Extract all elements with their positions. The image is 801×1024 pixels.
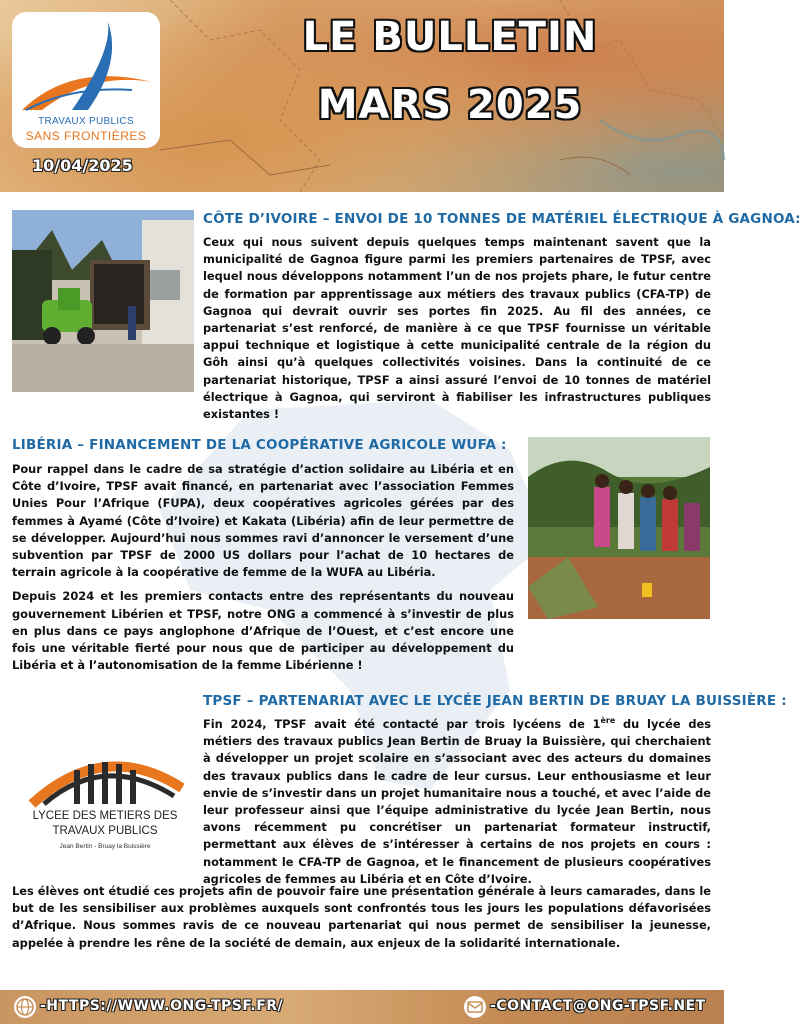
mail-icon bbox=[464, 996, 486, 1018]
lycee-logo-line2: TRAVAUX PUBLICS bbox=[52, 825, 158, 837]
paragraph: Les élèves ont étudié ces projets afin de pouvoir faire une présentation générale à leurs camarades, dans le but de les sensibiliser aux problèmes auxquels sont confrontés tous les jours les populations défavorisées d’Afrique. Nous sommes ravis de ce nouveau partenariat qui nous permet de sensibiliser la jeunesse, appelée à prendre les rêne de la société de demain, aux enjeux de la solidarité internationale. bbox=[12, 884, 711, 950]
section-title-gagnoa: CÔTE D’IVOIRE – ENVOI DE 10 TONNES DE MATÉRIEL ÉLECTRIQUE À GAGNOA: bbox=[203, 211, 801, 227]
section-title-lycee: TPSF – PARTENARIAT AVEC LE LYCÉE JEAN BERTIN DE BRUAY LA BUISSIÈRE : bbox=[203, 693, 787, 709]
section-title-liberia: LIBÉRIA – FINANCEMENT DE LA COOPÉRATIVE AGRICOLE WUFA : bbox=[12, 437, 507, 453]
bulletin-subtitle: MARS 2025 bbox=[317, 82, 583, 128]
paragraph: Pour rappel dans le cadre de sa stratégie d’action solidaire au Libéria et en Côte d’Ivoire, TPSF avait financé, en partenariat avec l’association Femmes Unies Pour l’Afrique (FUPA), deux coopératives agricoles gérées par des femmes à Ayamé (Côte d’Ivoire) et Kakata (Libéria) afin de leur permettre de se développer. Aujourd’hui nous sommes ravi d’annoncer le versement d’une subvention par TPSF de 2000 US dollars pour l’achat de 10 hectares de terrain agricole à la coopérative de femme de la WUFA au Libéria. bbox=[12, 462, 514, 580]
website-link[interactable]: -HTTPS://WWW.ONG-TPSF.FR/ bbox=[40, 998, 284, 1014]
paragraph: Depuis 2024 et les premiers contacts entre des représentants du nouveau gouvernement Libérien et TPSF, notre ONG a commencé à s’investir de plus en plus dans ce pays anglophone d’Afrique de l’Ouest, et c’est encore une fois une véritable fierté pour nous que de participer au développement du Libéria et à l’autonomisation de la femme Libérienne ! bbox=[12, 589, 514, 673]
section-body-lycee-b bbox=[12, 883, 711, 952]
lycee-logo bbox=[14, 744, 196, 864]
superscript: ère bbox=[600, 716, 616, 726]
header-banner bbox=[0, 0, 724, 192]
paragraph: Ceux qui nous suivent depuis quelques temps maintenant savent que la municipalité de Gagnoa figure parmi les premiers partenaires de TPSF, avec lequel nous développons notamment l’un de nos projets phare, le futur centre de formation par apprentissage aux métiers des travaux publics (CFA-TP) de Gagnoa qui devrait ouvrir ses portes fin 2025. Au fil des années, ce partenariat s’est renforcé, de manière à ce que TPSF fournisse un véritable appui technique et logistique à cette municipalité centrale de la région du Gôh ainsi qu’à quelques collectivités voisines. Dans la continuité de ce partenariat historique, TPSF a ainsi assuré l’envoi de 10 tonnes de matériel électrique à Gagnoa, qui serviront à fiabiliser les infrastructures publiques existantes ! bbox=[203, 235, 711, 422]
photo-wufa-cooperative bbox=[528, 437, 710, 619]
footer bbox=[0, 990, 724, 1024]
paragraph-part: Fin 2024, TPSF avait été contacté par trois lycéens de 1 bbox=[203, 717, 601, 731]
section-body-lycee-a bbox=[203, 716, 711, 888]
tpsf-logo-swoosh-icon bbox=[12, 12, 160, 116]
paragraph bbox=[203, 716, 711, 888]
tpsf-logo bbox=[12, 12, 160, 148]
bulletin-date: 10/04/2025 bbox=[32, 156, 133, 175]
lycee-logo-line3: Jean Bertin - Bruay la Buissière bbox=[59, 843, 151, 850]
paragraph-part: du lycée des métiers des travaux publics Jean Bertin de Bruay la Buissière, qui cherchaient à développer un projet scolaire en s’associant avec des acteurs du domaines des travaux publics dans le cadre de leur cursus. Leur enthousiasme et leur envie de s’investir dans un projet humanitaire nous a touché, et avec l’aide de leur professeur ainsi que l’équipe administrative du lycée Jean Bertin, nous avons récemment pu concrétiser un partenariat formateur instructif, permettant aux élèves de s’intéresser à certains de nos projets en cours : notamment le CFA-TP de Gagnoa, et le financement de plusieurs coopératives agricoles de femmes au Libéria et en Côte d’Ivoire. bbox=[203, 717, 711, 886]
globe-icon bbox=[14, 996, 36, 1018]
section-body-gagnoa bbox=[203, 234, 711, 423]
email-link[interactable]: -CONTACT@ONG-TPSF.NET bbox=[490, 998, 706, 1014]
section-body-liberia bbox=[12, 461, 514, 674]
logo-line1: TRAVAUX PUBLICS bbox=[38, 116, 134, 127]
lycee-logo-arch-icon bbox=[14, 744, 196, 806]
logo-line2: SANS FRONTIÈRES bbox=[25, 129, 147, 143]
photo-electrical-material-shipment bbox=[12, 210, 194, 392]
lycee-logo-line1: LYCEE DES METIERS DES bbox=[32, 810, 178, 822]
bulletin-title: LE BULLETIN bbox=[302, 14, 598, 60]
